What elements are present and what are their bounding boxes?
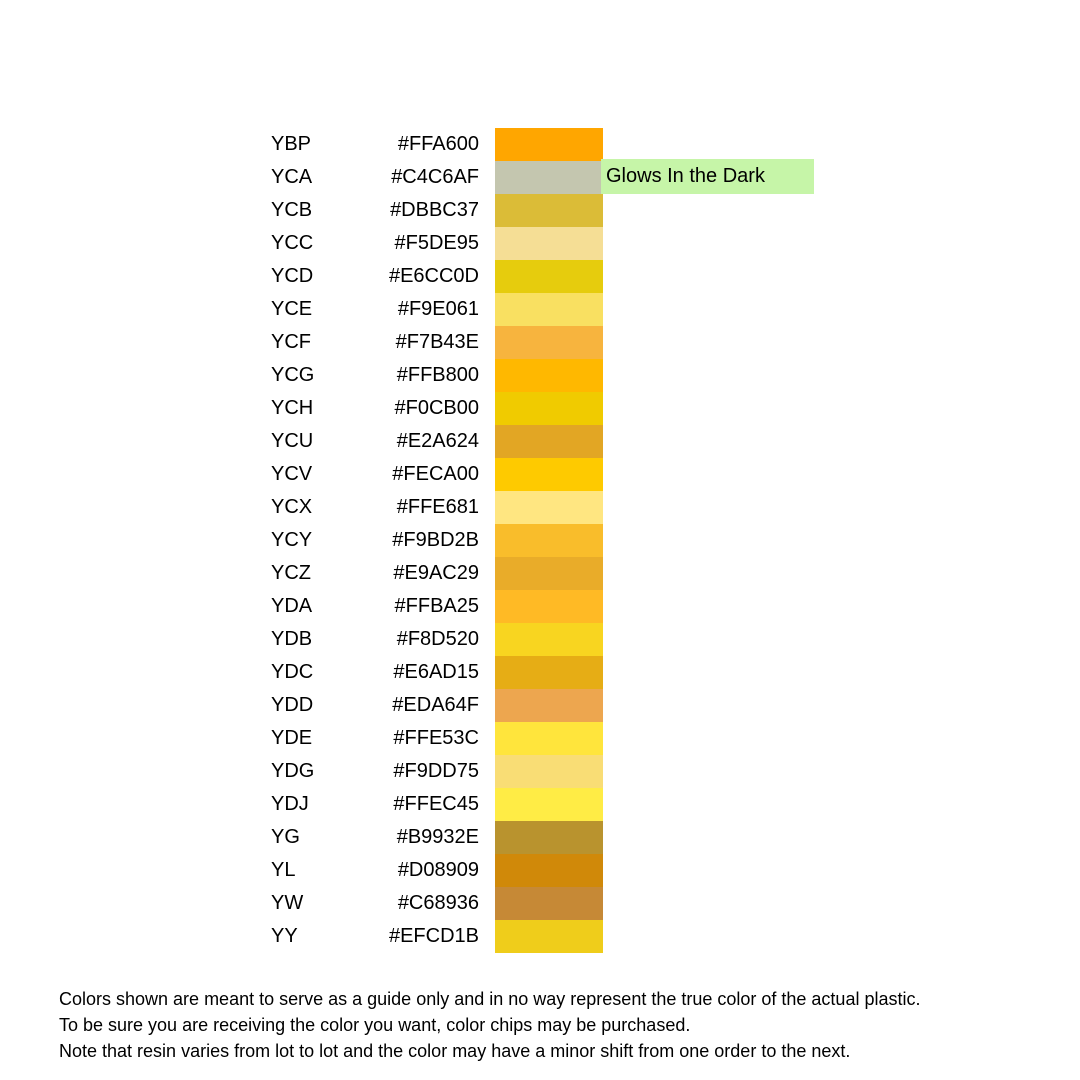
color-swatch [495, 491, 603, 524]
disclaimer-line-1: Colors shown are meant to serve as a guide only and in no way represent the true color of the actual plastic. [59, 989, 921, 1009]
disclaimer [59, 986, 920, 1064]
color-swatch [495, 821, 603, 854]
color-swatch [495, 128, 603, 161]
hex-value: #EDA64F [392, 694, 479, 716]
color-swatch [495, 656, 603, 689]
color-row [0, 920, 1080, 953]
color-code: YCA [271, 166, 313, 188]
color-row [0, 260, 1080, 293]
hex-value: #FFB800 [396, 364, 479, 386]
color-row [0, 293, 1080, 326]
color-swatch [495, 689, 603, 722]
color-row [0, 458, 1080, 491]
color-row [0, 128, 1080, 161]
color-code: YCG [271, 364, 315, 386]
color-code: YCY [271, 529, 313, 551]
hex-value: #E2A624 [396, 430, 479, 452]
color-row [0, 788, 1080, 821]
hex-value: #FFBA25 [394, 595, 479, 617]
color-row [0, 161, 1080, 194]
disclaimer-line-2: To be sure you are receiving the color you want, color chips may be purchased. [59, 1015, 691, 1035]
color-swatch [495, 227, 603, 260]
color-swatch [495, 722, 603, 755]
color-code: YDC [271, 661, 314, 683]
hex-value: #E9AC29 [393, 562, 479, 584]
color-row [0, 326, 1080, 359]
color-row [0, 656, 1080, 689]
color-swatch [495, 326, 603, 359]
color-code: YCZ [271, 562, 311, 584]
color-swatch [495, 458, 603, 491]
color-row [0, 887, 1080, 920]
disclaimer-line-3: Note that resin varies from lot to lot and the color may have a minor shift from one order to the next. [59, 1041, 851, 1061]
color-row [0, 722, 1080, 755]
color-swatch [495, 161, 603, 194]
hex-value: #F9DD75 [393, 760, 479, 782]
color-row [0, 392, 1080, 425]
hex-value: #F9E061 [397, 298, 479, 320]
color-code: YCX [271, 496, 313, 518]
color-row [0, 623, 1080, 656]
color-code: YDJ [271, 793, 309, 815]
color-row [0, 524, 1080, 557]
color-code: YY [271, 925, 298, 947]
hex-value: #FFA600 [397, 133, 479, 155]
hex-value: #E6CC0D [388, 265, 479, 287]
color-swatch [495, 260, 603, 293]
hex-value: #C4C6AF [391, 166, 479, 188]
color-code: YDE [271, 727, 313, 749]
color-row [0, 359, 1080, 392]
color-row [0, 194, 1080, 227]
hex-value: #F9BD2B [392, 529, 479, 551]
color-swatch [495, 755, 603, 788]
hex-value: #FFE681 [396, 496, 479, 518]
color-swatch [495, 788, 603, 821]
color-chart [0, 128, 1080, 953]
color-code: YCV [271, 463, 313, 485]
color-swatch [495, 359, 603, 392]
color-code: YCF [271, 331, 311, 353]
hex-value: #F8D520 [396, 628, 479, 650]
color-swatch [495, 920, 603, 953]
color-swatch [495, 557, 603, 590]
hex-value: #E6AD15 [393, 661, 479, 683]
color-code: YG [271, 826, 300, 848]
color-swatch [495, 425, 603, 458]
color-code: YW [271, 892, 304, 914]
hex-value: #FFEC45 [393, 793, 479, 815]
hex-value: #F0CB00 [394, 397, 479, 419]
hex-value: #D08909 [397, 859, 479, 881]
color-code: YBP [271, 133, 312, 155]
color-code: YCB [271, 199, 313, 221]
color-code: YL [271, 859, 296, 881]
color-code: YDA [271, 595, 313, 617]
hex-value: #C68936 [397, 892, 479, 914]
color-swatch [495, 293, 603, 326]
hex-value: #EFCD1B [388, 925, 479, 947]
color-swatch [495, 887, 603, 920]
color-row [0, 821, 1080, 854]
color-code: YCU [271, 430, 314, 452]
color-code: YCD [271, 265, 314, 287]
hex-value: #DBBC37 [390, 199, 479, 221]
color-row [0, 854, 1080, 887]
color-row [0, 557, 1080, 590]
color-code: YDB [271, 628, 313, 650]
color-row [0, 590, 1080, 623]
glow-note: Glows In the Dark [601, 159, 814, 194]
color-row [0, 689, 1080, 722]
hex-value: #FECA00 [392, 463, 479, 485]
color-code: YDD [271, 694, 314, 716]
color-code: YDG [271, 760, 315, 782]
color-swatch [495, 623, 603, 656]
color-row [0, 755, 1080, 788]
color-code: YCH [271, 397, 314, 419]
color-code: YCE [271, 298, 313, 320]
color-swatch [495, 590, 603, 623]
hex-value: #F5DE95 [394, 232, 479, 254]
hex-value: #F7B43E [395, 331, 479, 353]
hex-value: #FFE53C [393, 727, 479, 749]
color-row [0, 227, 1080, 260]
color-swatch [495, 854, 603, 887]
color-code: YCC [271, 232, 314, 254]
color-swatch [495, 194, 603, 227]
hex-value: #B9932E [396, 826, 479, 848]
color-row [0, 425, 1080, 458]
color-row [0, 491, 1080, 524]
color-swatch [495, 524, 603, 557]
color-swatch [495, 392, 603, 425]
